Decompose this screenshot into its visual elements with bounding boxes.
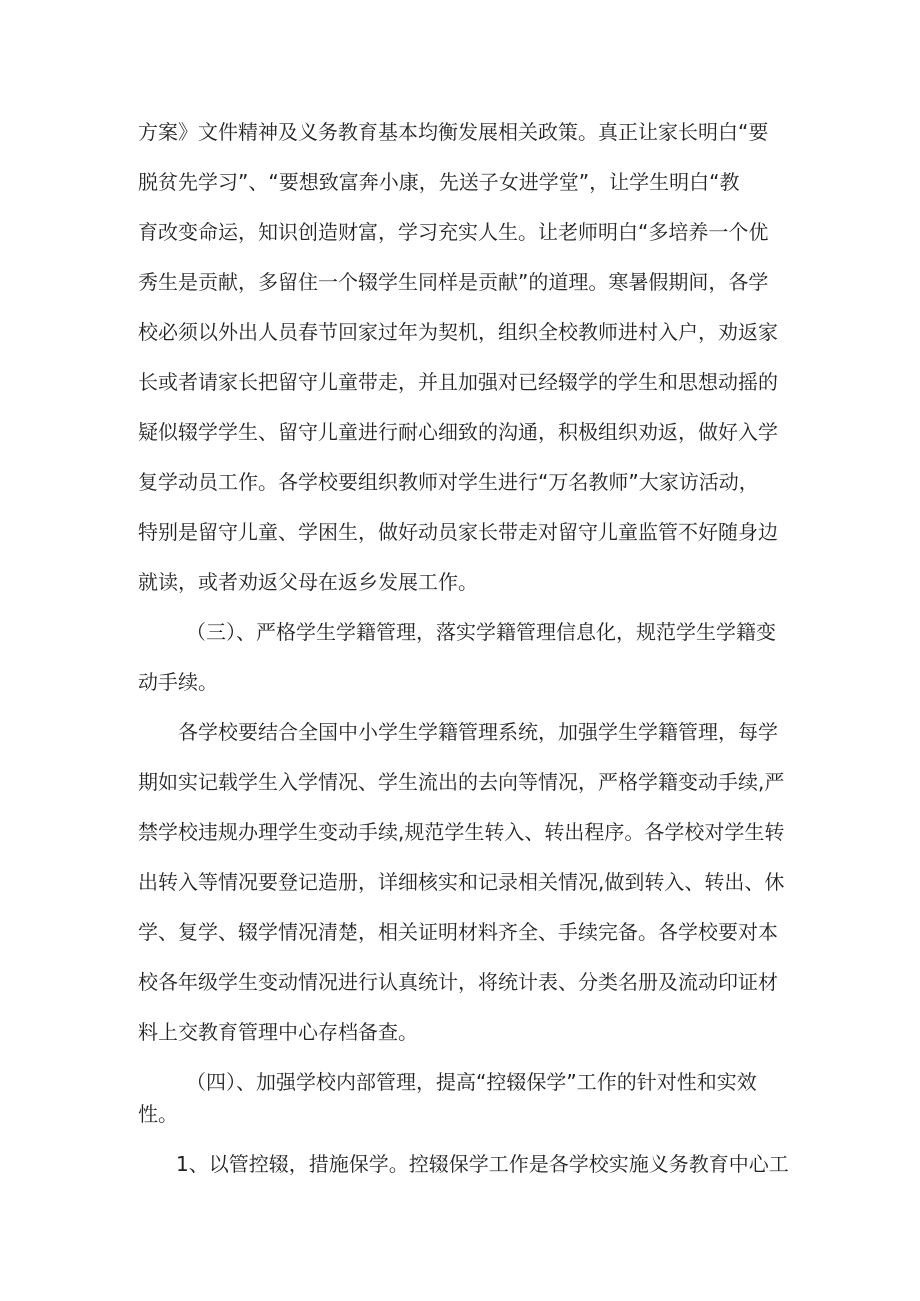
text-line: 各学校要结合全国中小学生学籍管理系统，加强学生学籍管理，每学 [178, 720, 778, 744]
text-line: 脱贫先学习”、“要想致富奔小康，先送子女进学堂”，让学生明白“教 [138, 170, 740, 194]
section-heading: 性。 [138, 1102, 178, 1126]
text-line: 疑似辍学学生、留守儿童进行耐心细致的沟通，积极组织劝返，做好入学 [138, 420, 778, 444]
text-line: 1、以管控辍，措施保学。控辍保学工作是各学校实施义务教育中心工 [176, 1152, 789, 1176]
section-heading: （三）、严格学生学籍管理，落实学籍管理信息化，规范学生学籍变 [186, 620, 776, 644]
text-line: 方案》文件精神及义务教育基本均衡发展相关政策。真正让家长明白“要 [138, 120, 769, 144]
text-line: 出转入等情况要登记造册，详细核实和记录相关情况,做到转入、转出、休 [138, 870, 785, 894]
text-line: 料上交教育管理中心存档备查。 [138, 1020, 418, 1044]
text-line: 秀生是贡献，多留住一个辍学生同样是贡献”的道理。寒暑假期间，各学 [138, 270, 769, 294]
text-line: 禁学校违规办理学生变动手续,规范学生转入、转出程序。各学校对学生转 [138, 820, 785, 844]
text-line: 特别是留守儿童、学困生，做好动员家长带走对留守儿童监管不好随身边 [138, 520, 778, 544]
text-line: 就读，或者劝返父母在返乡发展工作。 [138, 570, 478, 594]
text-line: 校必须以外出人员春节回家过年为契机，组织全校教师进村入户，劝返家 [138, 320, 778, 344]
text-line: 校各年级学生变动情况进行认真统计，将统计表、分类名册及流动印证材 [138, 970, 778, 994]
section-heading: 动手续。 [138, 670, 218, 694]
text-line: 育改变命运，知识创造财富，学习充实人生。让老师明白“多培养一个优 [138, 220, 769, 244]
text-line: 长或者请家长把留守儿童带走，并且加强对已经辍学的学生和思想动摇的 [138, 370, 778, 394]
text-line: 期如实记载学生入学情况、学生流出的去向等情况，严格学籍变动手续,严 [138, 770, 785, 794]
text-line: 学、复学、辍学情况清楚，相关证明材料齐全、手续完备。各学校要对本 [138, 920, 778, 944]
section-heading: （四）、加强学校内部管理，提高“控辍保学”工作的针对性和实效 [186, 1070, 757, 1094]
text-line: 复学动员工作。各学校要组织教师对学生进行“万名教师”大家访活动， [138, 470, 759, 494]
